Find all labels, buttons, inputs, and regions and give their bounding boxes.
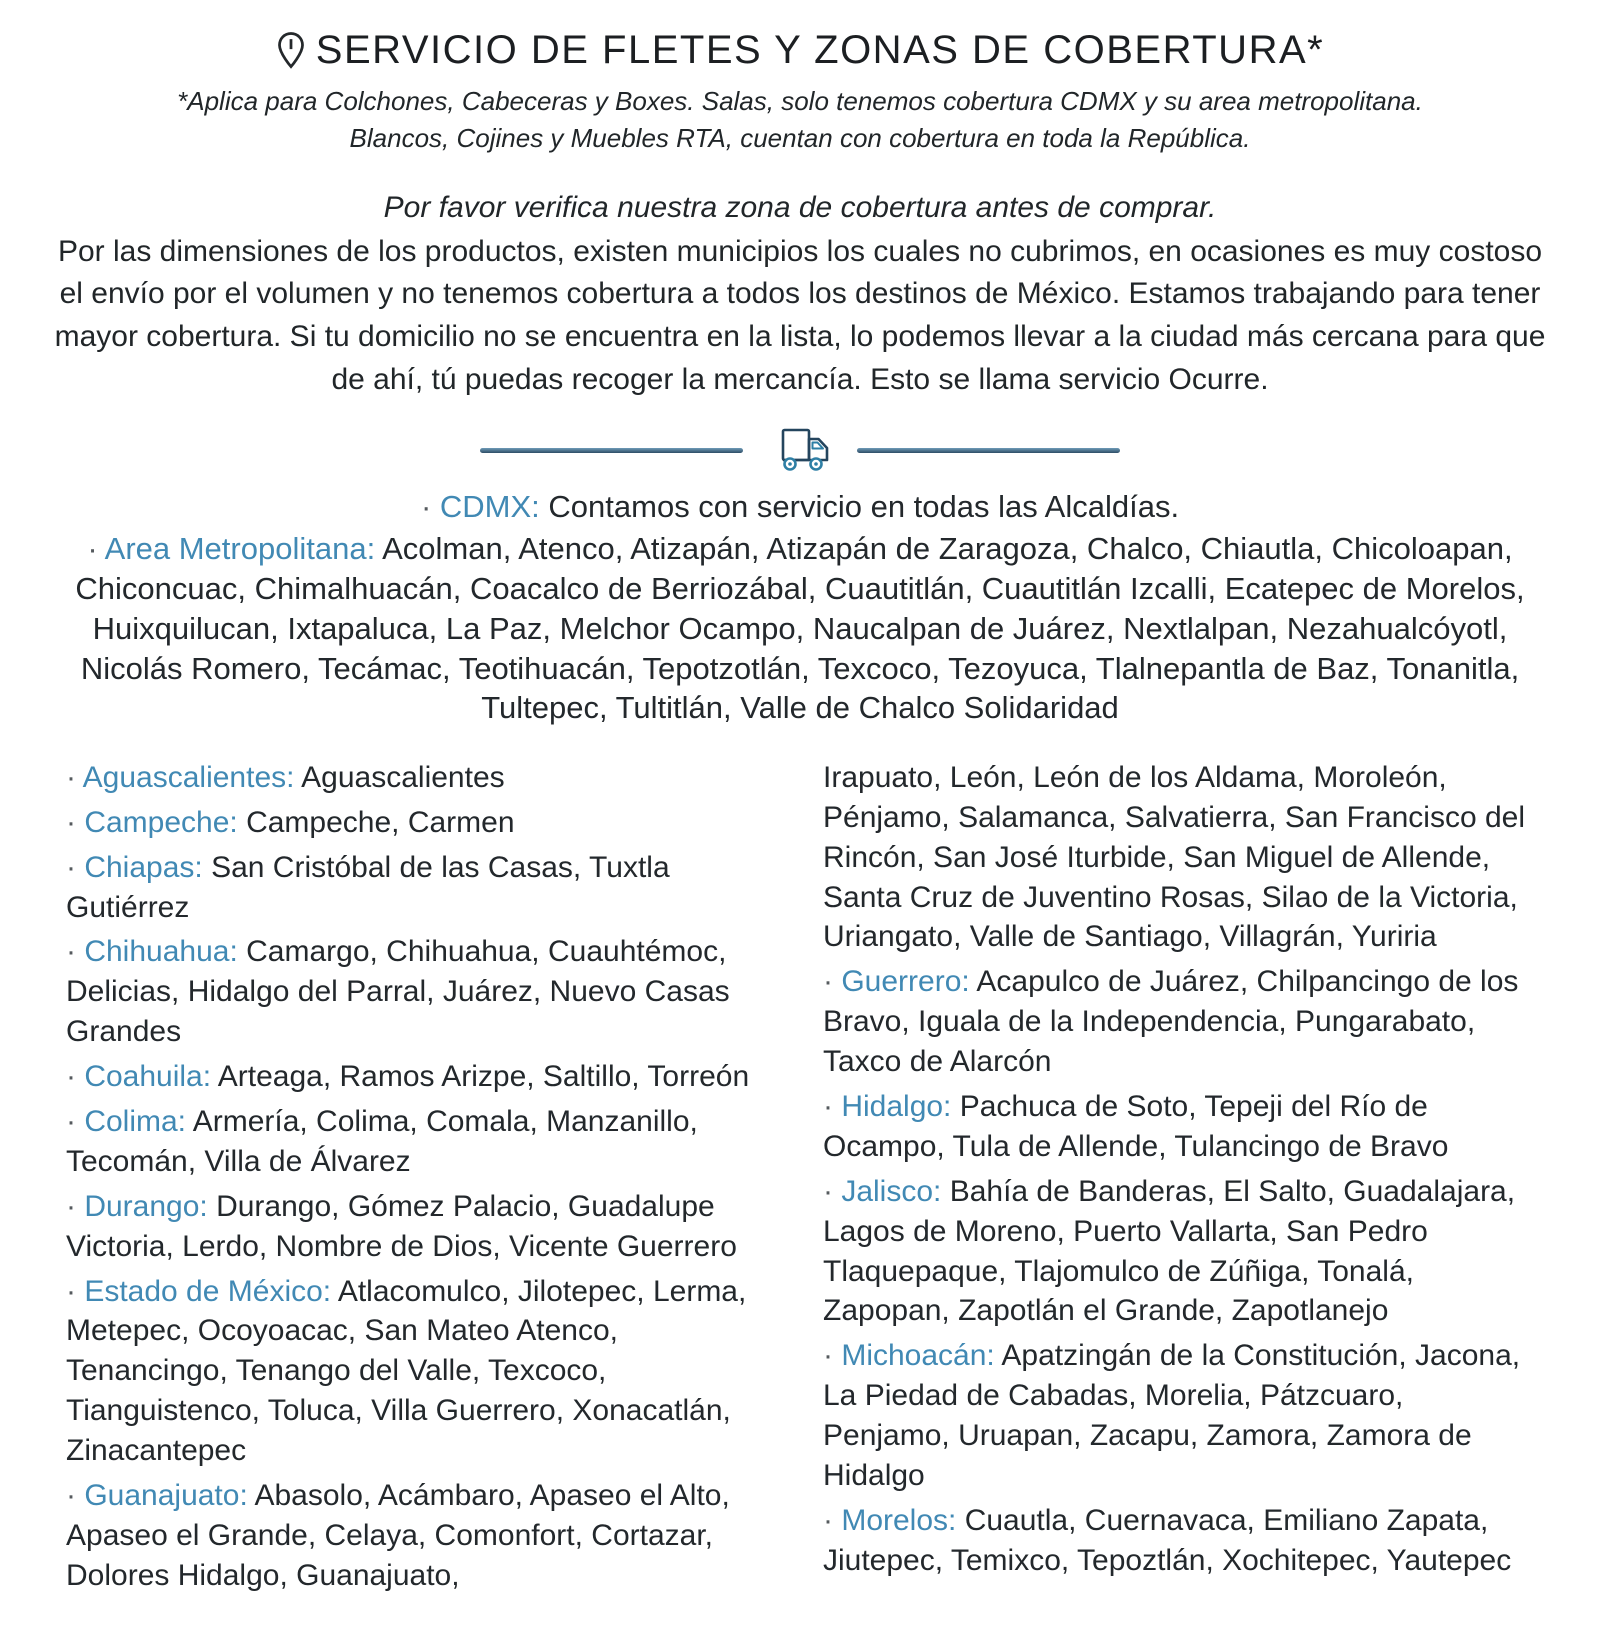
bullet: · xyxy=(66,1274,85,1308)
state-entry: · Aguascalientes: Aguascalientes xyxy=(66,760,505,794)
state-coverage-columns xyxy=(66,758,1534,1601)
divider-line-right xyxy=(857,448,1120,453)
state-name: Campeche: xyxy=(84,805,247,839)
state-entry: · Estado de México: Atlacomulco, Jilotepec, Lerma, Metepec, Ocoyoacac, San Mateo Atenco, Tenancingo, Tenango del Valle, Texcoco, Tianguistenco, Toluca, Villa Guerrero, Xonacatlán, Zinacantepec xyxy=(66,1274,747,1468)
bullet: · xyxy=(87,531,98,567)
bullet: · xyxy=(66,1060,85,1094)
state-name: Colima: xyxy=(84,1104,193,1138)
delivery-truck-icon xyxy=(769,427,831,473)
bullet: · xyxy=(823,965,842,999)
cdmx-coverage xyxy=(48,487,1552,527)
state-entry: · Guanajuato: Abasolo, Acámbaro, Apaseo el Alto, Apaseo el Grande, Celaya, Comonfort, Cortazar, Dolores Hidalgo, Guanajuato, xyxy=(66,1478,730,1592)
location-pin-icon xyxy=(276,31,306,71)
cdmx-coverage-text: Contamos con servicio en todas las Alcaldías. xyxy=(548,489,1180,525)
state-name: Jalisco: xyxy=(841,1174,950,1208)
state-entry: · Morelos: Cuautla, Cuernavaca, Emiliano Zapata, Jiutepec, Temixco, Tepoztlán, Xochitepec, Yautepec xyxy=(823,1503,1512,1577)
intro-body: Por las dimensiones de los productos, existen municipios los cuales no cubrimos, en ocasiones es muy costoso el envío por el volumen y no tenemos cobertura a todos los destinos de México. Estamos trabajando para tener mayor cobertura. Si tu domicilio no se encuentra en la lista, lo podemos llevar a la ciudad más cercana para que de ahí, tú puedas recoger la mercancía. Esto se llama servicio Ocurre. xyxy=(54,234,1546,396)
state-entry: · Jalisco: Bahía de Banderas, El Salto, Guadalajara, Lagos de Moreno, Puerto Vallarta, San Pedro Tlaquepaque, Tlajomulco de Zúñiga, Tonalá, Zapopan, Zapotlán el Grande, Zapotlanejo xyxy=(823,1174,1516,1328)
state-name: Aguascalientes: xyxy=(82,760,302,794)
coverage-note xyxy=(130,83,1470,157)
page-title: SERVICIO DE FLETES Y ZONAS DE COBERTURA* xyxy=(315,28,1325,72)
bullet: · xyxy=(66,1104,85,1138)
metro-cities: Acolman, Atenco, Atizapán, Atizapán de Zaragoza, Chalco, Chiautla, Chicoloapan, Chiconcuac, Chimalhuacán, Coacalco de Berriozábal, Cuautitlán, Cuautitlán Izcalli, Ecatepec de Morelos, Huixquilucan, Ixtapaluca, La Paz, Melchor Ocampo, Naucalpan de Juárez, Nextlalpan, Nezahualcóyotl, Nicolás Romero, Tecámac, Teotihuacán, Tepotzotlán, Texcoco, Tezoyuca, Tlalnepantla de Baz, Tonanitla, Tultepec, Tultitlán, Valle de Chalco Solidaridad xyxy=(75,531,1525,726)
state-name: Chihuahua: xyxy=(84,935,247,969)
bullet: · xyxy=(66,760,83,794)
state-entry: Irapuato, León, León de los Aldama, Moroleón, Pénjamo, Salamanca, Salvatierra, San Francisco del Rincón, San José Iturbide, San Miguel de Allende, Santa Cruz de Juventino Rosas, Silao de la Victoria, Uriangato, Valle de Santiago, Villagrán, Yuriria xyxy=(823,760,1526,954)
bullet: · xyxy=(66,805,85,839)
state-name: Guanajuato: xyxy=(84,1478,255,1512)
state-entry: · Coahuila: Arteaga, Ramos Arizpe, Saltillo, Torreón xyxy=(66,1060,750,1094)
divider xyxy=(480,427,1120,473)
state-name: Estado de México: xyxy=(84,1274,338,1308)
page-header xyxy=(48,28,1552,73)
state-name-cdmx: CDMX: xyxy=(439,489,540,525)
state-entry: · Chiapas: San Cristóbal de las Casas, Tuxtla Gutiérrez xyxy=(66,850,670,924)
metro-coverage xyxy=(48,529,1552,727)
coverage-note-line1: *Aplica para Colchones, Cabeceras y Boxes. Salas, solo tenemos cobertura CDMX y su area metropolitana. xyxy=(177,86,1423,116)
state-entry: · Guerrero: Acapulco de Juárez, Chilpancingo de los Bravo, Iguala de la Independencia, Pungarabato, Taxco de Alarcón xyxy=(823,965,1519,1079)
bullet: · xyxy=(66,1189,85,1223)
coverage-note-line2: Blancos, Cojines y Muebles RTA, cuentan con cobertura en toda la República. xyxy=(349,122,1251,153)
state-entry: · Durango: Durango, Gómez Palacio, Guadalupe Victoria, Lerdo, Nombre de Dios, Vicente Guerrero xyxy=(66,1189,737,1263)
bullet: · xyxy=(823,1174,842,1208)
bullet: · xyxy=(420,489,432,525)
coverage-column-left xyxy=(66,758,777,1601)
bullet: · xyxy=(66,1478,85,1512)
divider-line-left xyxy=(480,448,743,453)
bullet: · xyxy=(823,1339,842,1373)
bullet: · xyxy=(823,1089,842,1123)
state-entry: · Campeche: Campeche, Carmen xyxy=(66,805,515,839)
coverage-column-right xyxy=(823,758,1534,1601)
state-entry: · Chihuahua: Camargo, Chihuahua, Cuauhtémoc, Delicias, Hidalgo del Parral, Juárez, Nuevo Casas Grandes xyxy=(66,935,730,1049)
state-name: Coahuila: xyxy=(84,1060,218,1094)
state-entry: · Michoacán: Apatzingán de la Constitución, Jacona, La Piedad de Cabadas, Morelia, Pátzcuaro, Penjamo, Uruapan, Zacapu, Zamora, Zamora de Hidalgo xyxy=(823,1339,1521,1492)
state-entry: · Hidalgo: Pachuca de Soto, Tepeji del Río de Ocampo, Tula de Allende, Tulancingo de Bravo xyxy=(823,1089,1449,1163)
state-name: Chiapas: xyxy=(84,850,212,884)
state-name: Morelos: xyxy=(841,1503,965,1537)
intro-lead: Por favor verifica nuestra zona de cobertura antes de comprar. xyxy=(383,190,1217,224)
state-name: Hidalgo: xyxy=(841,1089,960,1123)
state-name: Michoacán: xyxy=(841,1339,1002,1373)
state-name-area-metropolitana: Area Metropolitana: xyxy=(104,531,376,567)
state-name: Guerrero: xyxy=(841,965,977,999)
state-entry: · Colima: Armería, Colima, Comala, Manzanillo, Tecomán, Villa de Álvarez xyxy=(66,1104,698,1178)
bullet: · xyxy=(66,935,85,969)
state-name: Durango: xyxy=(84,1189,217,1223)
bullet: · xyxy=(823,1503,842,1537)
bullet: · xyxy=(66,850,85,884)
